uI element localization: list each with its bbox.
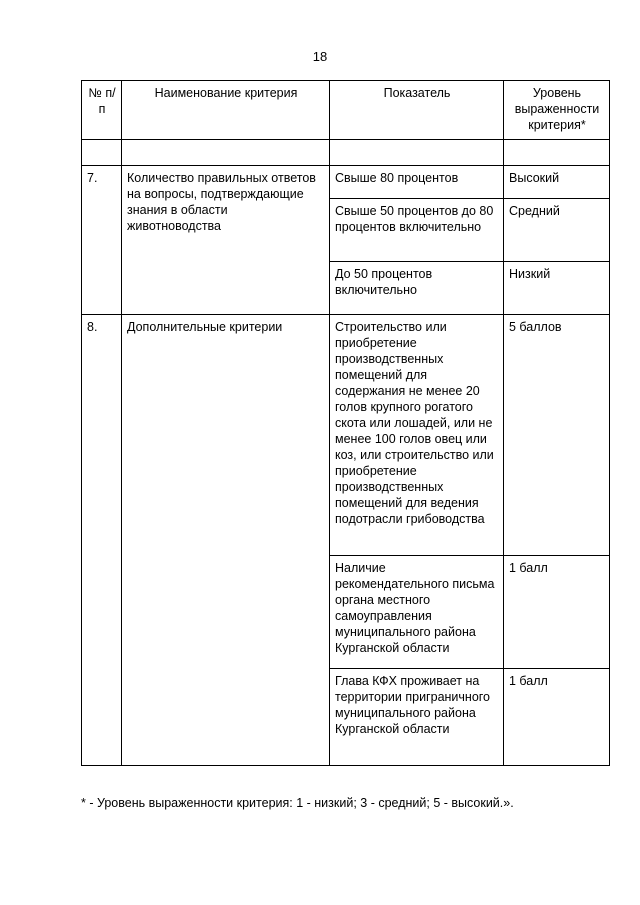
table-row xyxy=(82,315,610,556)
criteria-table xyxy=(81,80,610,766)
blank-cell xyxy=(82,140,122,166)
level-cell: Средний xyxy=(504,199,610,262)
indicator-cell: Строительство или приобретение производственных помещений для содержания не менее 20 голов крупного рогатого скота или лошадей, или не менее 100 голов овец или коз, или строительство или приобретение производственных помещений для ведения подотрасли грибоводства xyxy=(330,315,504,556)
level-cell: 5 баллов xyxy=(504,315,610,556)
footnote: * - Уровень выраженности критерия: 1 - низкий; 3 - средний; 5 - высокий.». xyxy=(81,796,514,810)
table-row xyxy=(82,166,610,199)
indicator-cell: До 50 процентов включительно xyxy=(330,262,504,315)
table-blank-row xyxy=(82,140,610,166)
row-number: 8. xyxy=(82,315,122,766)
criterion-name: Количество правильных ответов на вопросы, подтверждающие знания в области животноводства xyxy=(122,166,330,315)
header-num: № п/п xyxy=(82,81,122,140)
level-cell: 1 балл xyxy=(504,556,610,669)
table-header-row xyxy=(82,81,610,140)
indicator-cell: Свыше 50 процентов до 80 процентов включительно xyxy=(330,199,504,262)
indicator-cell: Свыше 80 процентов xyxy=(330,166,504,199)
header-indicator: Показатель xyxy=(330,81,504,140)
row-number: 7. xyxy=(82,166,122,315)
header-name: Наименование критерия xyxy=(122,81,330,140)
level-cell: Низкий xyxy=(504,262,610,315)
blank-cell xyxy=(330,140,504,166)
indicator-cell: Глава КФХ проживает на территории приграничного муниципального района Курганской области xyxy=(330,669,504,766)
blank-cell xyxy=(504,140,610,166)
indicator-cell: Наличие рекомендательного письма органа местного самоуправления муниципального района Курганской области xyxy=(330,556,504,669)
page-number: 18 xyxy=(312,49,328,64)
level-cell: Высокий xyxy=(504,166,610,199)
header-level: Уровень выраженности критерия* xyxy=(504,81,610,140)
criterion-name: Дополнительные критерии xyxy=(122,315,330,766)
level-cell: 1 балл xyxy=(504,669,610,766)
blank-cell xyxy=(122,140,330,166)
